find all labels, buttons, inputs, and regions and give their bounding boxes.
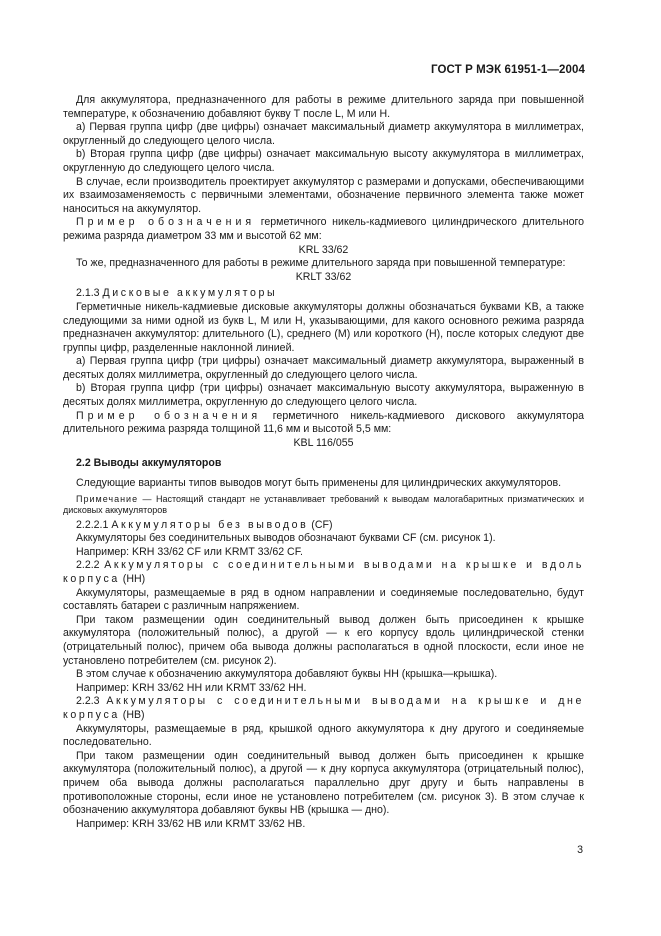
paragraph-disc-diameter: a) Первая группа цифр (три цифры) означает максимальный диаметр аккумулятора, выраженный в десятых долях миллиметра, округленный до следующего целого числа. — [63, 355, 584, 381]
subsection-heading — [63, 287, 584, 301]
example-disc — [63, 410, 584, 437]
note-text: — Настоящий стандарт не устанавливает требований к выводам малогабаритных призматических и дисковых аккумуляторов — [63, 493, 584, 515]
subsection-code: (НВ) — [119, 708, 145, 721]
paragraph-hb-terminals: При таком размещении один соединительный вывод должен быть присоединен к крышке аккумулятора (положительный полюс), а другой — к дну корпуса аккумулятора (отрицательный полюс), причем оба вывода должны располагаться параллельно друг другу и быть направлены в противоположные стороны, если иное не установлено потребителем (см. рисунок 3). В этом случае к обозначению аккумулятора добавляют буквы НВ (крышка — дно). — [63, 749, 584, 817]
example-hh: Например: KRH 33/62 НН или KRMT 33/62 НН. — [76, 681, 307, 694]
subsection-number: 2.1.3 — [76, 287, 103, 300]
subsection-number: 2.2.3 — [76, 695, 107, 708]
subsection-title: Аккумуляторы с соединительными выводами на крышке и вдоль корпуса — [63, 559, 584, 585]
designation-code: KRL 33/62 — [298, 243, 349, 256]
example-text: герметичного никель-кадмиевого дискового аккумулятора длительного режима разряда толщиной 11,6 мм и высотой 5,5 мм: — [63, 409, 584, 436]
example-hb: Например: KRH 33/62 НВ или KRMT 33/62 НВ. — [76, 817, 306, 830]
paragraph-disc-designation: Герметичные никель-кадмиевые дисковые аккумуляторы должны обозначаться буквами KB, а также следующими за ними одной из букв L, M или Н, указывающими, для какого основного режима разряда предназначен аккумулятор: длительного (L), среднего (М) или короткого (Н), после которых следуют две группы цифр, разделенные наклонной линией. — [63, 300, 584, 354]
subsection-title: Аккумуляторы с соединительными выводами на крышке и дне корпуса — [63, 695, 584, 721]
paragraph-hh-letters: В этом случае к обозначению аккумулятора добавляют буквы НН (крышка—крышка). — [76, 668, 498, 681]
paragraph-cf: Аккумуляторы без соединительных выводов обозначают буквами CF (см. рисунок 1). — [76, 532, 496, 545]
paragraph-terminal-variants: Следующие варианты типов выводов могут быть применены для цилиндрических аккумуляторов. — [76, 477, 562, 490]
subsection-heading — [63, 519, 584, 533]
paragraph-same-high-temp: То же, предназначенного для работы в режиме длительного заряда при повышенной температуре: — [76, 257, 566, 270]
paragraph-disc-height: b) Вторая группа цифр (три цифры) означает максимальную высоту аккумулятора, выраженную в десятых долях миллиметра, округленную до следующего целого числа. — [63, 382, 584, 409]
example-cylindrical — [63, 216, 584, 243]
example-cf: Например: KRH 33/62 CF или KRMT 33/62 CF. — [76, 545, 303, 558]
subsection-heading — [63, 695, 584, 722]
section-heading: 2.2 Выводы аккумуляторов — [76, 457, 222, 470]
paragraph-hh-arrangement: Аккумуляторы, размещаемые в ряд в одном направлении и соединяемые последовательно, будут составлять батареи с различным напряжением. — [63, 586, 584, 613]
paragraph-height-group: b) Вторая группа цифр (две цифры) означает максимальную высоту аккумулятора в миллиметрах, округленную до следующего целого числа. — [63, 148, 584, 174]
subsection-title: Дисковые аккумуляторы — [102, 287, 278, 300]
subsection-heading — [63, 559, 584, 586]
subsection-number: 2.2.2.1 — [76, 518, 112, 531]
example-label: Пример обозначения — [76, 216, 256, 229]
paragraph-diameter-group: a) Первая группа цифр (две цифры) означает максимальный диаметр аккумулятора в миллиметрах, округленный до следующего целого числа. — [63, 121, 584, 147]
subsection-number: 2.2.2 — [76, 559, 105, 572]
subsection-code: (CF) — [308, 518, 333, 531]
example-label: Пример обозначения — [76, 409, 262, 422]
paragraph-interchangeability: В случае, если производитель проектирует аккумулятор с размерами и допусками, обеспечивающими их взаимозаменяемость с первичными элементами, обозначение первичного элемента также может наноситься на аккумулятор. — [63, 175, 584, 215]
page-number: 3 — [577, 844, 583, 856]
designation-code: KBL 116/055 — [293, 436, 354, 449]
subsection-code: (НН) — [119, 573, 146, 585]
subsection-title: Аккумуляторы без выводов — [111, 518, 309, 531]
paragraph-hb-arrangement: Аккумуляторы, размещаемые в ряд, крышкой одного аккумулятора к дну другого и соединяемые последовательно. — [63, 722, 584, 749]
designation-code: KRLT 33/62 — [295, 270, 352, 283]
note — [63, 494, 584, 516]
paragraph-temperature: Для аккумулятора, предназначенного для работы в режиме длительного заряда при повышенной температуре, к обозначению добавляют букву Т после L, M или Н. — [63, 94, 584, 120]
example-text: герметичного никель-кадмиевого цилиндрического длительного режима разряда диаметром 33 мм и высотой 62 мм: — [63, 216, 584, 242]
note-label: Примечание — [76, 493, 139, 504]
standard-header: ГОСТ Р МЭК 61951-1—2004 — [431, 64, 585, 76]
paragraph-hh-terminals: При таком размещении один соединительный вывод должен быть присоединен к крышке аккумулятора (положительный полюс), а другой — к его корпусу вдоль цилиндрической стенки (отрицательный полюс), причем оба вывода должны располагаться в одной плоскости, если иное не установлено потребителем (см. рисунок 2). — [63, 613, 584, 667]
document-body — [63, 94, 584, 831]
